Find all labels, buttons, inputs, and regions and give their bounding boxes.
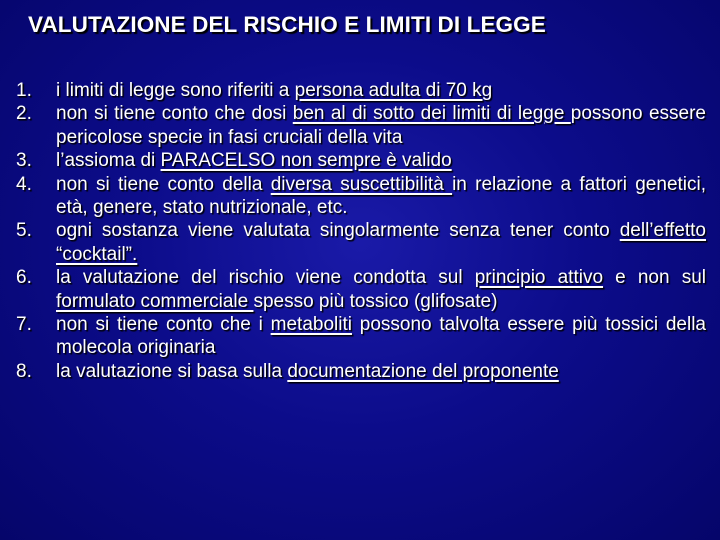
list-item xyxy=(16,266,706,313)
list-item-number: 1. xyxy=(16,80,32,101)
underlined-text: metaboliti xyxy=(270,314,352,336)
list-item-text: non si tiene conto che i xyxy=(56,314,271,336)
list-item xyxy=(16,219,706,266)
underlined-text: persona adulta di 70 kg xyxy=(294,80,493,101)
underlined-text: dell’effetto “cocktail”. xyxy=(56,220,706,265)
list-item-number: 8. xyxy=(16,360,32,382)
list-item-number: 2. xyxy=(16,103,32,125)
slide-title: VALUTAZIONE DEL RISCHIO E LIMITI DI LEGGE xyxy=(28,12,546,37)
list-item xyxy=(16,173,706,220)
underlined-text: PARACELSO non sempre è valido xyxy=(160,150,452,172)
underlined-text: ben al di sotto dei limiti di legge xyxy=(292,103,571,125)
list-item-number: 7. xyxy=(16,314,32,336)
list-item-text: non si tiene conto che dosi xyxy=(56,103,293,125)
list-item-text: ogni sostanza viene valutata singolarmente senza tener conto xyxy=(56,220,620,242)
list-item-number: 6. xyxy=(16,267,32,289)
list-item xyxy=(16,149,706,172)
list-item xyxy=(16,102,706,149)
underlined-text: formulato commerciale xyxy=(56,290,254,312)
numbered-list xyxy=(16,79,706,383)
list-item-text: in relazione a fattori genetici, età, genere, stato nutrizionale, etc. xyxy=(56,173,707,219)
list-item xyxy=(16,313,706,360)
list-item-number: 3. xyxy=(16,150,32,172)
list-item-number: 4. xyxy=(16,173,32,195)
list-item xyxy=(16,360,706,383)
list-item-text: spesso più tossico (glifosate) xyxy=(253,290,498,312)
underlined-text: documentazione del proponente xyxy=(287,360,559,382)
list-item-text: e non sul xyxy=(603,267,706,289)
list-item-text: possono essere pericolose specie in fasi cruciali della vita xyxy=(56,103,706,148)
list-item-text: possono talvolta essere più tossici della molecola originaria xyxy=(56,314,706,359)
underlined-text: diversa suscettibilità xyxy=(270,173,453,195)
list-item-number: 5. xyxy=(16,220,32,242)
list-item-text: i limiti di legge sono riferiti a xyxy=(56,80,295,101)
list-item-text: l’assioma di xyxy=(56,150,161,172)
underlined-text: principio attivo xyxy=(474,267,604,289)
list-item-text: non si tiene conto della xyxy=(56,173,271,195)
list-item-text: la valutazione del rischio viene condotta sul xyxy=(56,267,475,289)
list-item-text: la valutazione si basa sulla xyxy=(56,360,288,382)
list-item xyxy=(16,79,706,102)
